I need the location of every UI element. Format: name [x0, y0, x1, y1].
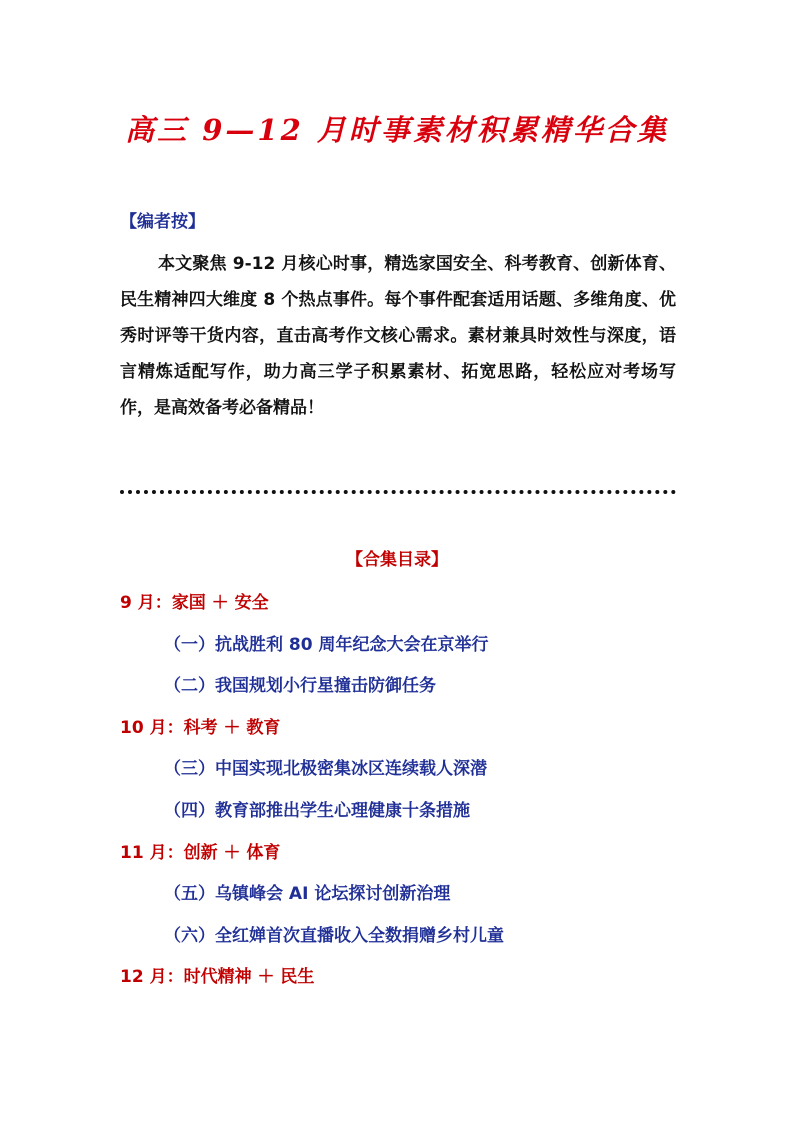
editor-note-body: 本文聚焦 9-12 月核心时事，精选家国安全、科考教育、创新体育、民生精神四大维度 8 个热点事件。每个事件配套适用话题、多维角度、优秀时评等干货内容，直击高考作文核心需求。素材兼具时效性与深度，语言精炼适配写作，助力高三学子积累素材、拓宽思路，轻松应对考场写作，是高效备考必备精品！ — [120, 254, 676, 418]
toc-item-2[interactable]: （二）我国规划小行星撞击防御任务 — [164, 676, 436, 696]
toc-month-september: 9 月：家国 ＋ 安全 — [120, 593, 269, 613]
toc-item-1[interactable]: （一）抗战胜利 80 周年纪念大会在京举行 — [164, 635, 489, 655]
editor-note-label: 【编者按】 — [120, 212, 205, 232]
toc-title: 【合集目录】 — [346, 550, 448, 570]
toc-item-3[interactable]: （三）中国实现北极密集冰区连续载人深潜 — [164, 759, 487, 779]
toc-month-december: 12 月：时代精神 ＋ 民生 — [120, 967, 315, 987]
dotted-divider — [120, 490, 676, 494]
page-title: 高三 9—12 月时事素材积累精华合集 — [125, 113, 669, 147]
toc-month-october: 10 月：科考 ＋ 教育 — [120, 718, 281, 738]
toc-month-november: 11 月：创新 ＋ 体育 — [120, 843, 281, 863]
toc-item-4[interactable]: （四）教育部推出学生心理健康十条措施 — [164, 801, 470, 821]
toc-item-6[interactable]: （六）全红婵首次直播收入全数捐赠乡村儿童 — [164, 926, 504, 946]
toc-item-5[interactable]: （五）乌镇峰会 AI 论坛探讨创新治理 — [164, 884, 451, 904]
